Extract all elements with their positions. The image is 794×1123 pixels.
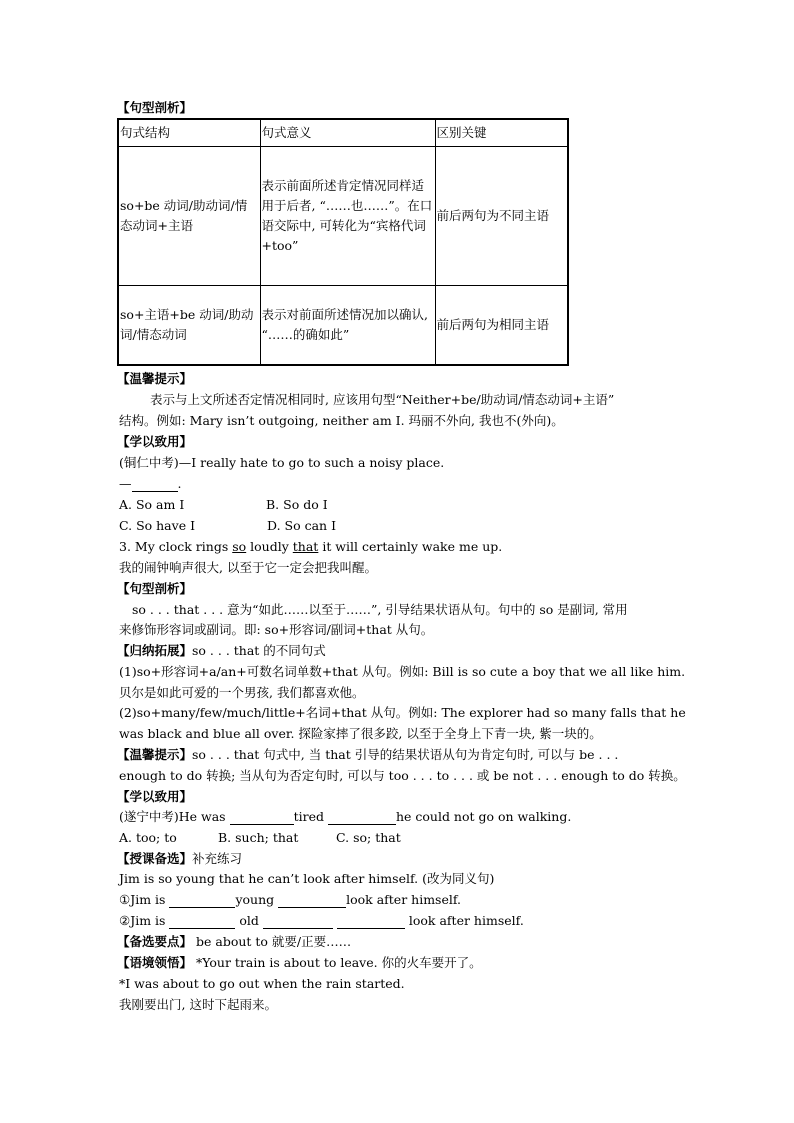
section-heading-summary: 【归纳拓展】 xyxy=(117,643,193,658)
extend-item: (1)so+形容词+a/an+可数名词单数+that 从句。例如: Bill is so cute a boy that we all like him. xyxy=(119,664,686,679)
section-heading-warm-tip: 【温馨提示】 xyxy=(117,371,193,386)
question-text: tired xyxy=(293,809,328,824)
context-example: *I was about to go out when the rain started. xyxy=(119,976,405,991)
exercise-text: look after himself. xyxy=(404,913,524,928)
extend-title: so . . . that 的不同句式 xyxy=(192,643,326,658)
sentence-pattern-table xyxy=(117,118,569,366)
section-heading-optional: 【授课备选】 xyxy=(117,851,193,866)
section-heading-warm-tip: 【温馨提示】 xyxy=(117,747,193,762)
table-header-row xyxy=(118,119,568,147)
practice-question: (铜仁中考)—I really hate to go to such a noisy place. xyxy=(119,455,445,470)
table-cell: 前后两句为相同主语 xyxy=(435,286,568,366)
extend-item: was black and blue all over. 探险家摔了很多跤, 以至于全身上下青一块, 紫一块的。 xyxy=(119,726,602,741)
option-a: A. So am I xyxy=(119,497,185,512)
table-cell: so+主语+be 动词/助动词/情态动词 xyxy=(118,286,260,366)
tip-text: so . . . that 句式中, 当 that 引导的结果状语从句为肯定句时, 可以与 be . . . xyxy=(192,747,619,762)
option-d: D. So can I xyxy=(267,518,337,533)
table-cell: so+be 动词/助动词/情态动词+主语 xyxy=(118,147,260,286)
exercise-text: old xyxy=(235,913,263,928)
option-c: C. so; that xyxy=(336,830,401,845)
table-cell: 表示前面所述肯定情况同样适用于后者, “……也……”。在口语交际中, 可转化为“宾格代词+too” xyxy=(260,147,435,286)
table-row xyxy=(118,147,568,286)
tip-text: enough to do 转换; 当从句为否定句时, 可以与 too . . . to . . . 或 be not . . . enough to do 转换。 xyxy=(119,768,686,783)
exercise-text: ②Jim is xyxy=(119,913,170,928)
table-header-cell: 句式意义 xyxy=(260,119,435,147)
option-c: C. So have I xyxy=(119,518,196,533)
translation-text: 我的闹钟响声很大, 以至于它一定会把我叫醒。 xyxy=(119,560,377,575)
section-heading-sentence-analysis: 【句型剖析】 xyxy=(117,581,193,596)
translation-text: 我刚要出门, 这时下起雨来。 xyxy=(119,997,277,1012)
section-heading-context: 【语境领悟】 xyxy=(117,955,193,970)
tip-text: 表示与上文所述否定情况相同时, 应该用句型“Neither+be/助动词/情态动词+主语” xyxy=(150,392,615,407)
answer-dash: — xyxy=(119,476,132,491)
underlined-that: that xyxy=(292,539,319,554)
extra-heading-line xyxy=(117,850,242,867)
option-a: A. too; to xyxy=(119,830,177,845)
exercise-text: young xyxy=(235,892,279,907)
sentence-text: 3. My clock rings xyxy=(119,539,233,554)
answer-blank[interactable] xyxy=(230,811,294,825)
section-heading-practice: 【学以致用】 xyxy=(117,789,193,804)
exercise-line-2 xyxy=(119,912,524,929)
answer-blank[interactable] xyxy=(337,915,405,929)
answer-blank[interactable] xyxy=(278,894,346,908)
tip-text: 结构。例如: Mary isn’t outgoing, neither am I. 玛丽不外向, 我也不(外向)。 xyxy=(119,413,564,428)
section-heading-sentence-analysis: 【句型剖析】 xyxy=(117,100,193,115)
extend-item: (2)so+many/few/much/little+名词+that 从句。例如: The explorer had so many falls that he xyxy=(119,705,686,720)
table-row xyxy=(118,286,568,366)
extend-item: 贝尔是如此可爱的一个男孩, 我们都喜欢他。 xyxy=(119,685,365,700)
sentence-text: loudly xyxy=(246,539,293,554)
practice-question xyxy=(119,808,571,825)
key-point-line xyxy=(117,933,351,950)
answer-blank[interactable] xyxy=(263,915,333,929)
extend-heading-line xyxy=(117,642,326,659)
extra-title: 补充练习 xyxy=(192,851,243,866)
exercise-text: ①Jim is xyxy=(119,892,170,907)
tip2-line xyxy=(117,746,618,763)
context-example: *Your train is about to leave. 你的火车要开了。 xyxy=(192,955,482,970)
option-b: B. such; that xyxy=(218,830,299,845)
answer-blank[interactable] xyxy=(132,478,178,492)
key-point-text: be about to 就要/正要…… xyxy=(192,934,352,949)
answer-period: . xyxy=(177,476,182,491)
question-text: (遂宁中考)He was xyxy=(119,809,230,824)
table-header-cell: 区别关键 xyxy=(435,119,568,147)
table-header-cell: 句式结构 xyxy=(118,119,260,147)
underlined-so: so xyxy=(232,539,247,554)
section-heading-key-point: 【备选要点】 xyxy=(117,934,193,949)
exercise-text: look after himself. xyxy=(346,892,462,907)
option-b: B. So do I xyxy=(266,497,328,512)
table-cell: 表示对前面所述情况加以确认, “……的确如此” xyxy=(260,286,435,366)
example-sentence-3 xyxy=(119,538,502,555)
exercise-sentence: Jim is so young that he can’t look after himself. (改为同义句) xyxy=(119,871,495,886)
sentence-text: it will certainly wake me up. xyxy=(318,539,503,554)
context-line xyxy=(117,954,482,971)
table-cell: 前后两句为不同主语 xyxy=(435,147,568,286)
answer-blank[interactable] xyxy=(169,894,235,908)
exercise-line-1 xyxy=(119,891,461,908)
answer-blank[interactable] xyxy=(328,811,396,825)
analysis-text: 来修饰形容词或副词。即: so+形容词/副词+that 从句。 xyxy=(119,622,434,637)
analysis-text: so . . . that . . . 意为“如此……以至于……”, 引导结果状语从句。句中的 so 是副词, 常用 xyxy=(132,602,628,617)
question-text: he could not go on walking. xyxy=(395,809,572,824)
answer-blank[interactable] xyxy=(169,915,235,929)
section-heading-practice: 【学以致用】 xyxy=(117,434,193,449)
answer-line xyxy=(119,475,181,492)
